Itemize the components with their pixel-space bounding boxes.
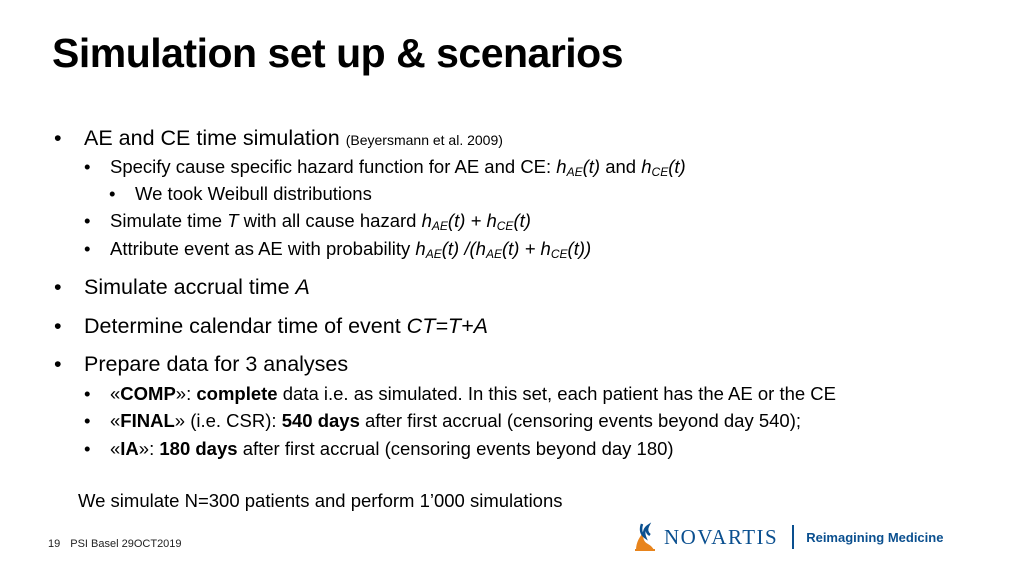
bullet-comp-analysis: «COMP»: complete data i.e. as simulated. In this set, each patient has the AE or the CE [110, 383, 836, 404]
bullet-marker: • [54, 126, 62, 150]
bullet-weibull: We took Weibull distributions [135, 183, 372, 204]
simulation-note: We simulate N=300 patients and perform 1’000 simulations [78, 490, 563, 511]
bullet-marker: • [84, 438, 91, 459]
bullet-ae-ce-simulation: AE and CE time simulation (Beyersmann et al. 2009) [84, 126, 503, 150]
bullet-calendar-time: Determine calendar time of event CT=T+A [84, 314, 488, 338]
logo-wordmark: NOVARTIS [664, 524, 779, 549]
bullet-ia-analysis: «IA»: 180 days after first accrual (censoring events beyond day 180) [110, 438, 674, 459]
bullet-marker: • [84, 410, 91, 431]
footer [48, 538, 182, 550]
citation: (Beyersmann et al. 2009) [345, 132, 503, 148]
logo-divider [792, 525, 794, 549]
page-number: 19 [48, 538, 61, 550]
bullet-marker: • [54, 314, 62, 338]
bullet-simulate-time: Simulate time T with all cause hazard $h_{AE}(t) + h_{CE}(t)$ [110, 210, 531, 233]
bullet-marker: • [84, 383, 91, 404]
bullet-marker: • [84, 210, 91, 231]
novartis-logo [632, 520, 943, 554]
bullet-attribute-event: Attribute event as AE with probability $h_{AE}(t) /(h_{AE}(t) + h_{CE}(t))$ [110, 238, 592, 261]
bullet-marker: • [109, 183, 116, 204]
bullet-marker: • [54, 275, 62, 299]
logo-tagline: Reimagining Medicine [806, 529, 944, 545]
bullet-marker: • [84, 156, 91, 177]
footer-event: PSI Basel 29OCT2019 [70, 538, 182, 550]
flame-icon [632, 522, 658, 552]
bullet-final-analysis: «FINAL» (i.e. CSR): 540 days after first accrual (censoring events beyond day 540); [110, 410, 802, 431]
bullet-hazard-function: Specify cause specific hazard function for AE and CE: $h_{AE}(t)$ and $h_{CE}(t)$ [110, 156, 686, 179]
bullet-prepare-data: Prepare data for 3 analyses [84, 352, 349, 376]
bullet-marker: • [84, 238, 91, 259]
bullet-marker: • [54, 352, 62, 376]
bullet-accrual-time: Simulate accrual time A [84, 275, 310, 299]
page-title: Simulation set up & scenarios [52, 30, 624, 76]
